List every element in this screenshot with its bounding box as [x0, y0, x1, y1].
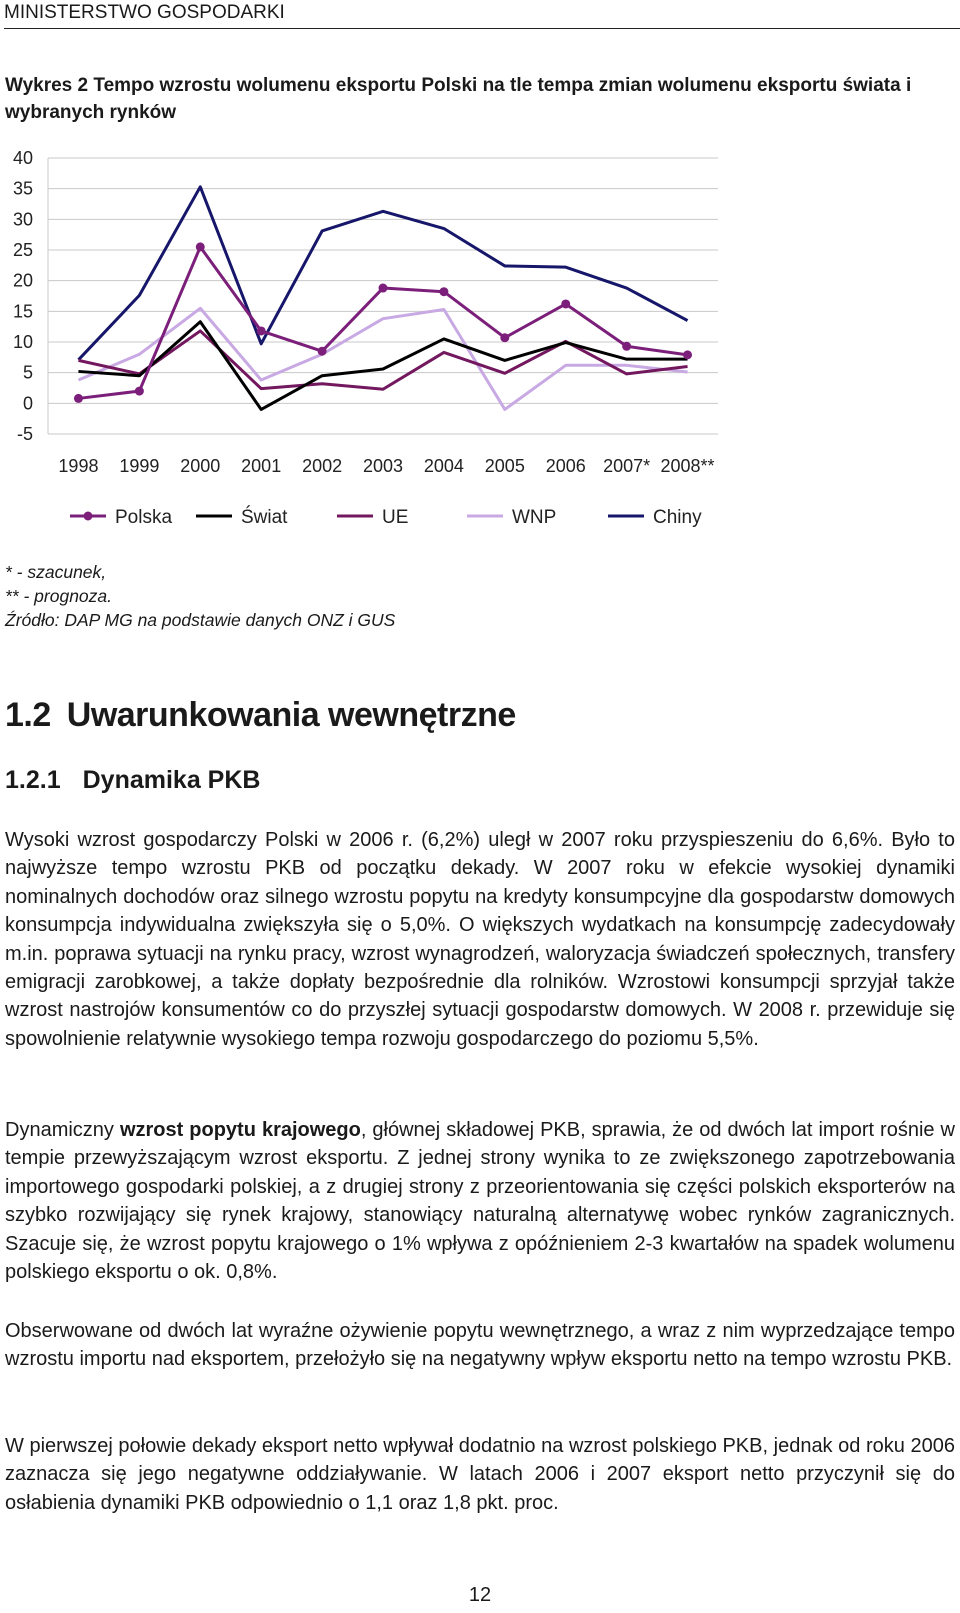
x-tick-label: 2003 [362, 456, 404, 476]
y-tick-label: -5 [16, 424, 33, 444]
y-tick-label: 0 [22, 393, 33, 414]
x-tick-label: 1998 [58, 456, 99, 476]
x-tick-label: 2006 [545, 456, 586, 476]
figure-notes [5, 560, 395, 632]
paragraph-text: , głównej składowej PKB, sprawia, że od dwóch lat import rośnie w tempie przewyższającym wzrost eksportu. Z jednej strony wynika to ze zwiększonego zapotrzebowania importowego gospodarki polskiej, a z drugiej strony z przeorientowania się części polskich eksporterów na szybko rozwijający się rynek krajowy, stanowiący naturalną alternatywę wobec rynków zagranicznych. Szacuje się, że wzrost popytu krajowego o 1% wpływa z opóźnieniem 2-3 kwartałów na spadek wolumenu polskiego eksportu o ok. 0,8%. [5, 1119, 955, 1284]
x-tick-label: 2004 [423, 456, 464, 476]
export-growth-line-chart [0, 142, 740, 552]
series-line-ue [78, 331, 687, 389]
subsection-heading [5, 766, 260, 795]
data-point-polska [379, 284, 388, 293]
note-forecast: ** - prognoza. [5, 586, 113, 606]
data-point-polska [439, 287, 448, 296]
x-tick-label: 1999 [119, 456, 160, 476]
data-point-polska [683, 350, 692, 359]
data-point-polska [196, 242, 205, 251]
series-line-chiny [78, 187, 687, 360]
page-number: 12 [468, 1584, 492, 1606]
x-tick-label: 2002 [302, 456, 343, 476]
data-point-polska [561, 299, 570, 308]
legend-marker [84, 512, 93, 521]
data-point-polska [622, 342, 631, 351]
emphasis-text: wzrost popytu krajowego [119, 1119, 361, 1141]
paragraph-net-exports-history: W pierwszej połowie dekady eksport netto wpływał dodatnio na wzrost polskiego PKB, jednak od roku 2006 zaznacza się jego negatywne oddziaływanie. W latach 2006 i 2007 eksport netto przyczynił się do osłabienia dynamiki PKB odpowiednio o 1,1 oraz 1,8 pkt. proc. [5, 1435, 955, 1514]
legend-label: Chiny [653, 507, 702, 528]
x-tick-label: 2001 [241, 456, 282, 476]
section-heading [5, 696, 516, 735]
page-header: MINISTERSTWO GOSPODARKI [4, 0, 960, 29]
y-tick-label: 20 [12, 270, 33, 291]
legend-label: Świat [241, 507, 288, 528]
legend-label: UE [382, 507, 409, 528]
y-tick-label: 35 [12, 178, 33, 199]
data-point-polska [257, 326, 266, 335]
subsection-number: 1.2.1 [5, 766, 61, 794]
y-tick-label: 30 [12, 209, 33, 230]
data-point-polska [74, 394, 83, 403]
x-tick-label: 2000 [180, 456, 221, 476]
paragraph-text: Dynamiczny [5, 1119, 120, 1141]
legend-label: WNP [512, 507, 557, 528]
series-line-polska [78, 247, 687, 398]
data-point-polska [500, 333, 509, 342]
y-tick-label: 5 [22, 362, 33, 383]
x-tick-label: 2005 [484, 456, 525, 476]
data-point-polska [318, 347, 327, 356]
note-estimate: * - szacunek, [5, 562, 107, 582]
paragraph-net-exports-impact: Obserwowane od dwóch lat wyraźne ożywienie popytu wewnętrznego, a wraz z nim wyprzedzające tempo wzrostu importu nad eksportem, przełożyło się na negatywny wpływ eksportu netto na tempo wzrostu PKB. [5, 1320, 955, 1371]
section-title: Uwarunkowania wewnętrzne [66, 696, 516, 734]
y-tick-label: 15 [12, 301, 33, 322]
data-point-polska [135, 387, 144, 396]
y-tick-label: 40 [12, 148, 33, 168]
section-number: 1.2 [5, 696, 51, 734]
paragraph-gdp-growth: Wysoki wzrost gospodarczy Polski w 2006 r. (6,2%) uległ w 2007 roku przyspieszeniu do 6,6%. Było to najwyższe tempo wzrostu PKB od początku dekady. W 2007 roku w efekcie wysokiej dynamiki nominalnych dochodów oraz silnego wzrostu popytu na kredyty konsumpcyjne dla gospodarstw domowych konsumpcja indywidualna zwiększyła się o 5,0%. O większych wydatkach na konsumpcję zadecydowały m.in. poprawa sytuacji na rynku pracy, wzrost wynagrodzeń, waloryzacja świadczeń społecznych, transfery emigracji zarobkowej, a także dopłaty bezpośrednie dla rolników. Wzrostowi konsumpcji sprzyjał także wzrost nastrojów konsumentów co do przyszłej sytuacji gospodarstw domowych. W 2008 r. przewiduje się spowolnienie relatywnie wysokiego tempa rozwoju gospodarczego do poziomu 5,5%. [5, 829, 955, 1050]
paragraph-domestic-demand [5, 1116, 955, 1286]
y-tick-label: 10 [12, 332, 33, 352]
figure-source: Źródło: DAP MG na podstawie danych ONZ i GUS [5, 610, 396, 630]
y-tick-label: 25 [12, 240, 33, 260]
legend-label: Polska [115, 507, 173, 528]
x-tick-label: 2007* [603, 456, 651, 476]
x-tick-label: 2008** [660, 456, 715, 476]
figure-title: Wykres 2 Tempo wzrostu wolumenu eksportu Polski na tle tempa zmian wolumenu eksportu świata i wybranych rynków [5, 75, 912, 123]
subsection-title: Dynamika PKB [82, 766, 261, 794]
